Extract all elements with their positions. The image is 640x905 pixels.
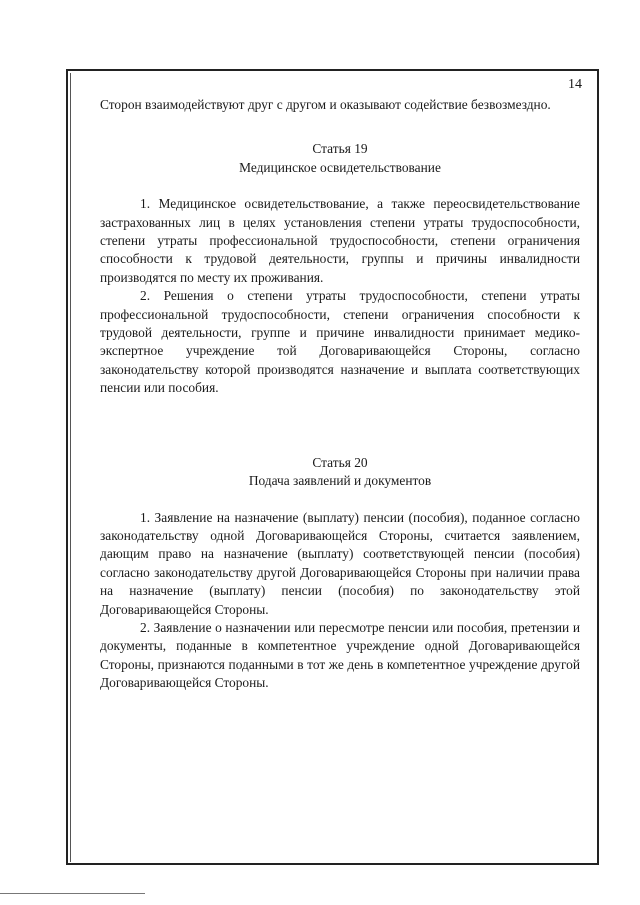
page-number: 14 <box>568 77 582 92</box>
spacer <box>100 114 580 140</box>
article-20-paragraph-1: 1. Заявление на назначение (выплату) пенсии (пособия), поданное согласно законодательству одной Договаривающейся Стороны, считается заявлением, дающим право на назначение (выплату) соответствующей пенсии (пособия) согласно законодательству другой Договаривающейся Стороны при наличии права на назначение (выплату) пенсии (пособия) по законодательству этой Договаривающейся Стороны. <box>100 509 580 617</box>
document-body <box>100 96 580 693</box>
intro-paragraph: Сторон взаимодействуют друг с другом и оказывают содействие безвозмездно. <box>100 97 551 112</box>
article-20 <box>100 454 580 693</box>
article-19-number: Статья 19 <box>312 141 368 157</box>
article-20-number: Статья 20 <box>312 454 368 470</box>
article-20-title: Подача заявлений и документов <box>248 473 432 489</box>
footer-rule <box>0 893 145 894</box>
spacer <box>100 491 580 509</box>
spacer <box>100 398 580 454</box>
article-19-paragraph-1: 1. Медицинское освидетельствование, а также переосвидетельствование застрахованных лиц в целях установления степени утраты трудоспособности, степени утраты профессиональной трудоспособности, степени ограничения способности к трудовой деятельности, группы и причины инвалидности производятся по месту их проживания. <box>100 196 580 285</box>
article-19 <box>100 140 580 397</box>
article-20-paragraph-2: 2. Заявление о назначении или пересмотре пенсии или пособия, претензии и документы, поданные в компетентное учреждение одной Договаривающейся Стороны, признаются поданными в тот же день в компетентное учреждение другой Договаривающейся Стороны. <box>100 619 580 691</box>
spacer <box>100 177 580 195</box>
article-19-title: Медицинское освидетельствование <box>239 159 441 175</box>
article-19-paragraph-2: 2. Решения о степени утраты трудоспособности, степени утраты профессиональной трудоспособности, степени ограничения способности к трудовой деятельности, группе и причине инвалидности принимает медико-экспертное учреждение той Договаривающейся Стороны, согласно законодательству которой производятся назначение и выплата соответствующих пенсии или пособия. <box>100 288 580 396</box>
